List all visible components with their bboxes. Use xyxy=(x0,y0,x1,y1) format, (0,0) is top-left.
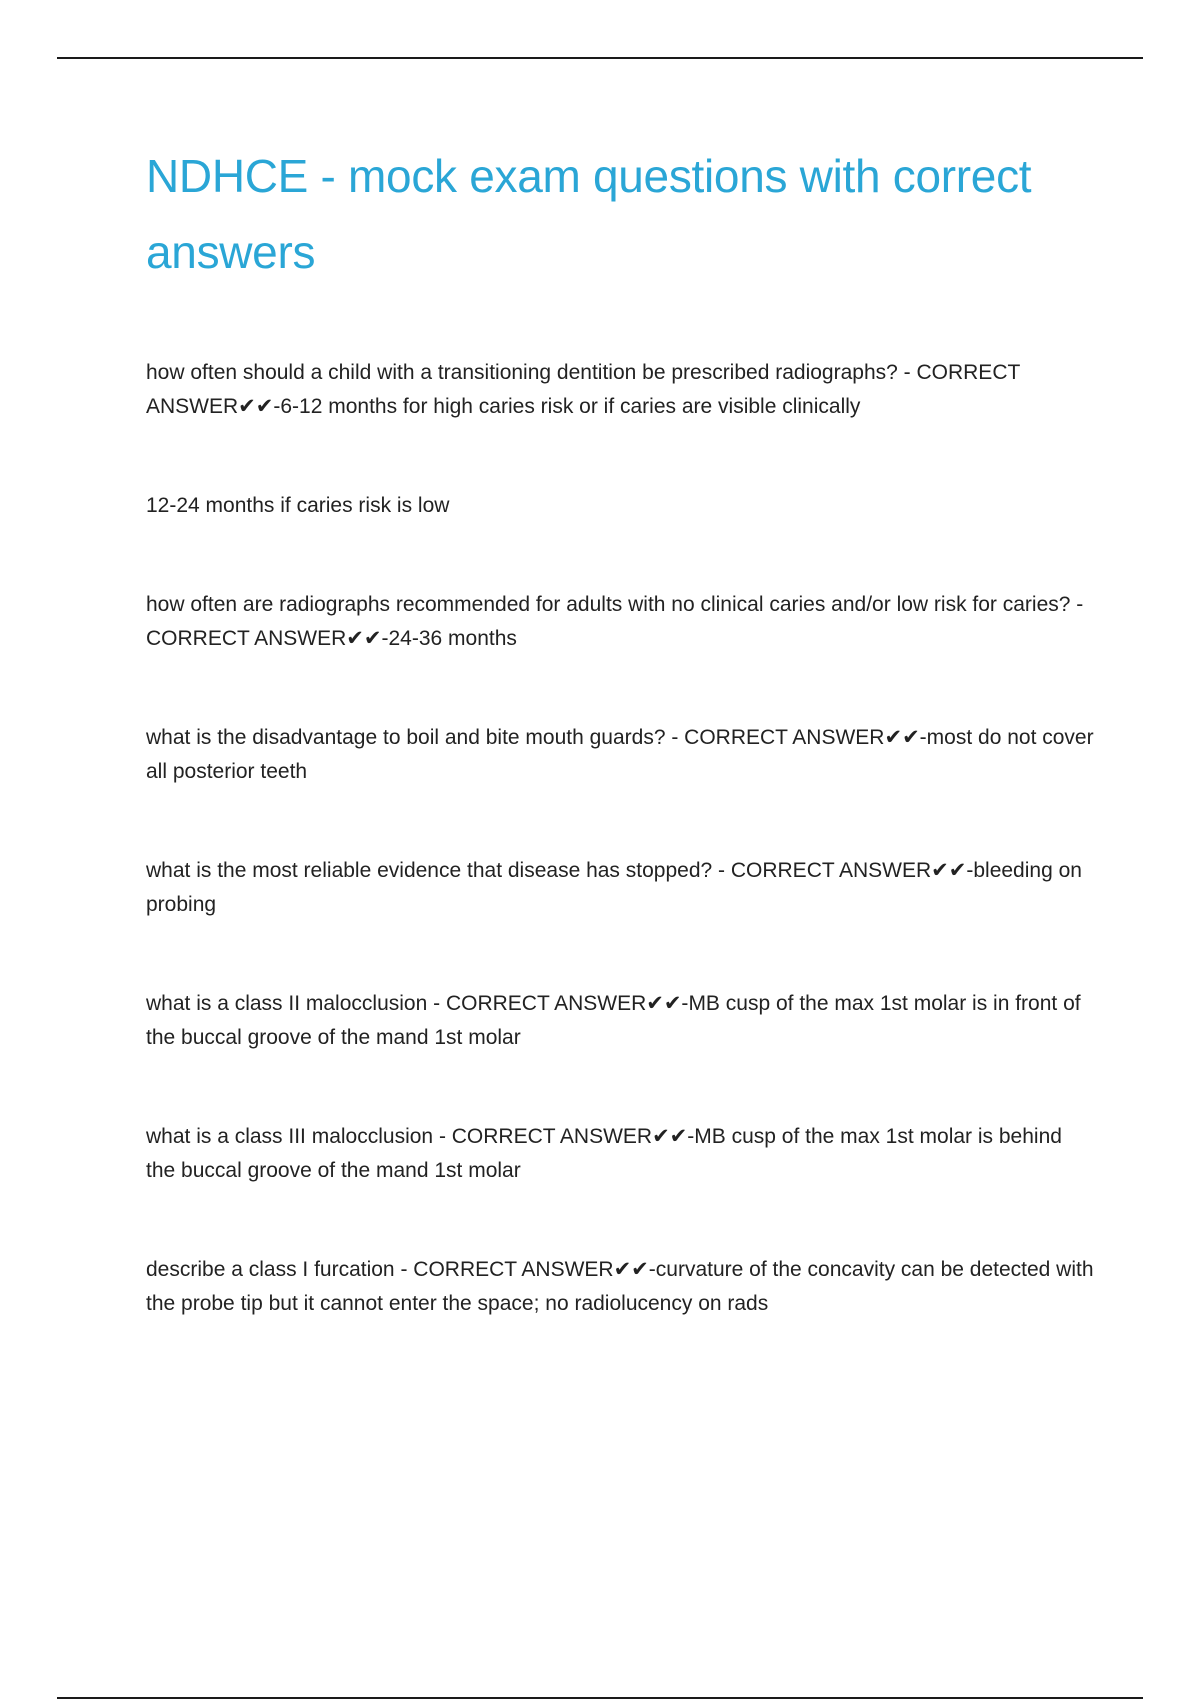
qa-item-7 xyxy=(146,1253,1096,1321)
qa-item-4 xyxy=(146,854,1096,922)
answer-text: curvature of the concavity can be detected with the probe tip but it cannot enter the space; no radiolucency on rads xyxy=(146,1258,1094,1315)
answer-marker: - CORRECT ANSWER✔✔- xyxy=(433,1125,695,1148)
qa-item-3 xyxy=(146,721,1096,789)
answer-text: bleeding on probing xyxy=(146,859,1082,916)
question-text: what is a class II malocclusion xyxy=(146,992,428,1015)
answer-continuation-text: 12-24 months if caries risk is low xyxy=(146,494,450,517)
question-text: what is the disadvantage to boil and bite mouth guards? xyxy=(146,726,666,749)
question-text: what is the most reliable evidence that disease has stopped? xyxy=(146,859,713,882)
question-list xyxy=(146,356,1096,1386)
answer-marker: - CORRECT ANSWER✔✔- xyxy=(712,859,974,882)
answer-text: MB cusp of the max 1st molar is in front of the buccal groove of the mand 1st molar xyxy=(146,992,1081,1049)
question-text: what is a class III malocclusion xyxy=(146,1125,434,1148)
answer-text: most do not cover all posterior teeth xyxy=(146,726,1094,783)
answer-marker: - CORRECT ANSWER✔✔- xyxy=(665,726,927,749)
qa-item-1 xyxy=(146,356,1096,424)
answer-text: 24-36 months xyxy=(388,627,517,650)
qa-item-5 xyxy=(146,987,1096,1055)
page-title: NDHCE - mock exam questions with correct answers xyxy=(146,150,1032,278)
answer-marker: - CORRECT ANSWER✔✔- xyxy=(394,1258,656,1281)
answer-marker: - CORRECT ANSWER✔✔- xyxy=(146,361,1020,418)
qa-item-2 xyxy=(146,588,1096,656)
qa-item-6 xyxy=(146,1120,1096,1188)
qa-item-1-continuation xyxy=(146,489,1096,523)
question-text: describe a class I furcation xyxy=(146,1258,395,1281)
question-text: how often should a child with a transitioning dentition be prescribed radiographs? xyxy=(146,361,898,384)
answer-text: MB cusp of the max 1st molar is behind the buccal groove of the mand 1st molar xyxy=(146,1125,1062,1182)
question-text: how often are radiographs recommended for adults with no clinical caries and/or low risk for caries? xyxy=(146,593,1071,616)
header-rule xyxy=(57,57,1143,59)
answer-marker: - CORRECT ANSWER✔✔- xyxy=(146,593,1084,650)
footer-rule xyxy=(57,1697,1143,1699)
answer-text: 6-12 months for high caries risk or if caries are visible clinically xyxy=(280,395,861,418)
answer-marker: - CORRECT ANSWER✔✔- xyxy=(427,992,689,1015)
